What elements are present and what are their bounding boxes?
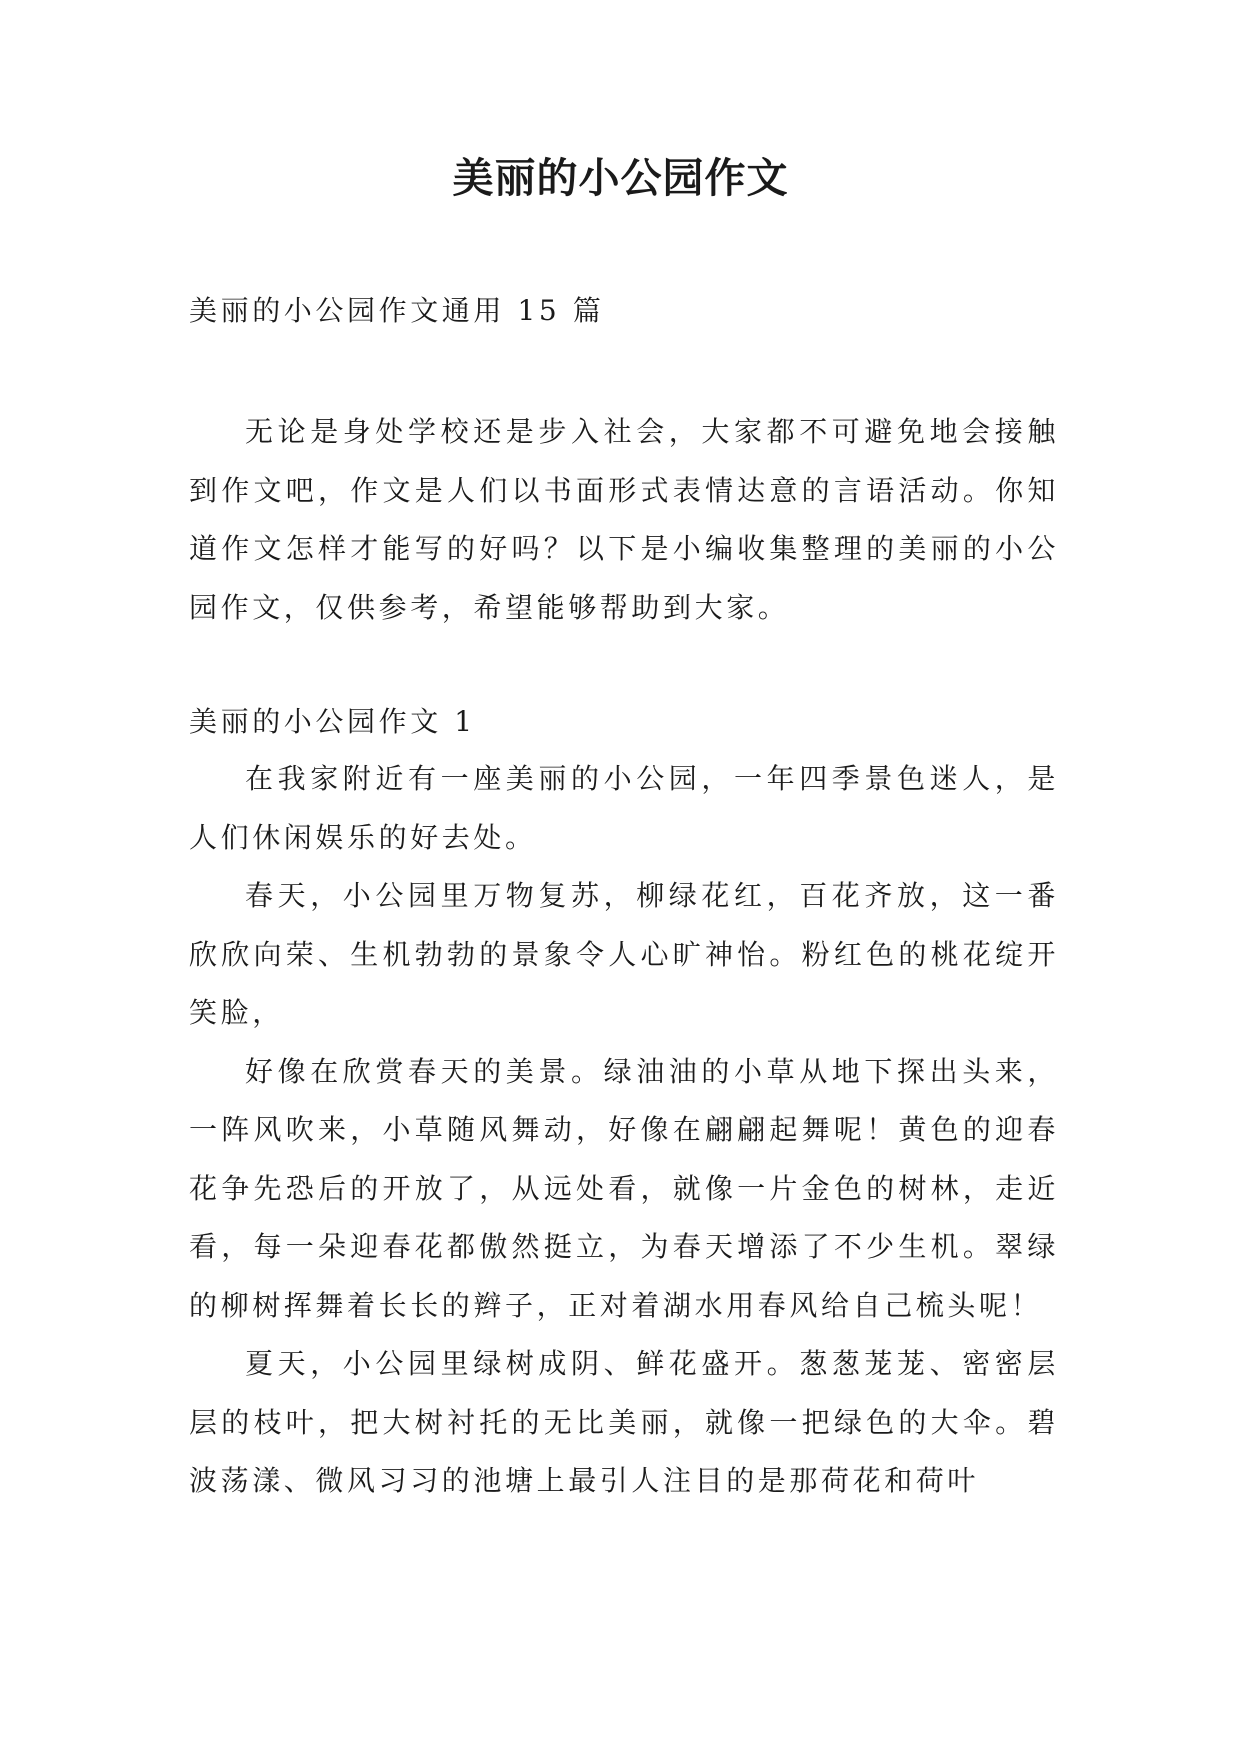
document-title: 美丽的小公园作文 xyxy=(452,154,789,202)
essay-paragraph: 好像在欣赏春天的美景。绿油油的小草从地下探出头来，一阵风吹来，小草随风舞动，好像在翩翩起舞呢！黄色的迎春花争先恐后的开放了，从远处看，就像一片金色的树林，走近看，每一朵迎春花都傲然挺立，为春天增添了不少生机。翠绿的柳树挥舞着长长的辫子，正对着湖水用春风给自己梳头呢！ xyxy=(189,1054,1059,1322)
section-heading: 美丽的小公园作文 1 xyxy=(189,705,476,738)
essay-body xyxy=(189,750,1059,1511)
essay-paragraph: 夏天，小公园里绿树成阴、鲜花盛开。葱葱茏茏、密密层层的枝叶，把大树衬托的无比美丽，就像一把绿色的大伞。碧波荡漾、微风习习的池塘上最引人注目的是那荷花和荷叶 xyxy=(189,1347,1059,1497)
document-subtitle: 美丽的小公园作文通用 15 篇 xyxy=(189,294,605,327)
essay-paragraph: 春天，小公园里万物复苏，柳绿花红，百花齐放，这一番欣欣向荣、生机勃勃的景象令人心旷神怡。粉红色的桃花绽开笑脸， xyxy=(189,879,1059,1029)
intro-paragraph: 无论是身处学校还是步入社会，大家都不可避免地会接触到作文吧，作文是人们以书面形式表情达意的言语活动。你知道作文怎样才能写的好吗？以下是小编收集整理的美丽的小公园作文，仅供参考，希望能够帮助到大家。 xyxy=(189,415,1059,624)
essay-paragraph: 在我家附近有一座美丽的小公园，一年四季景色迷人，是人们休闲娱乐的好去处。 xyxy=(189,762,1059,854)
